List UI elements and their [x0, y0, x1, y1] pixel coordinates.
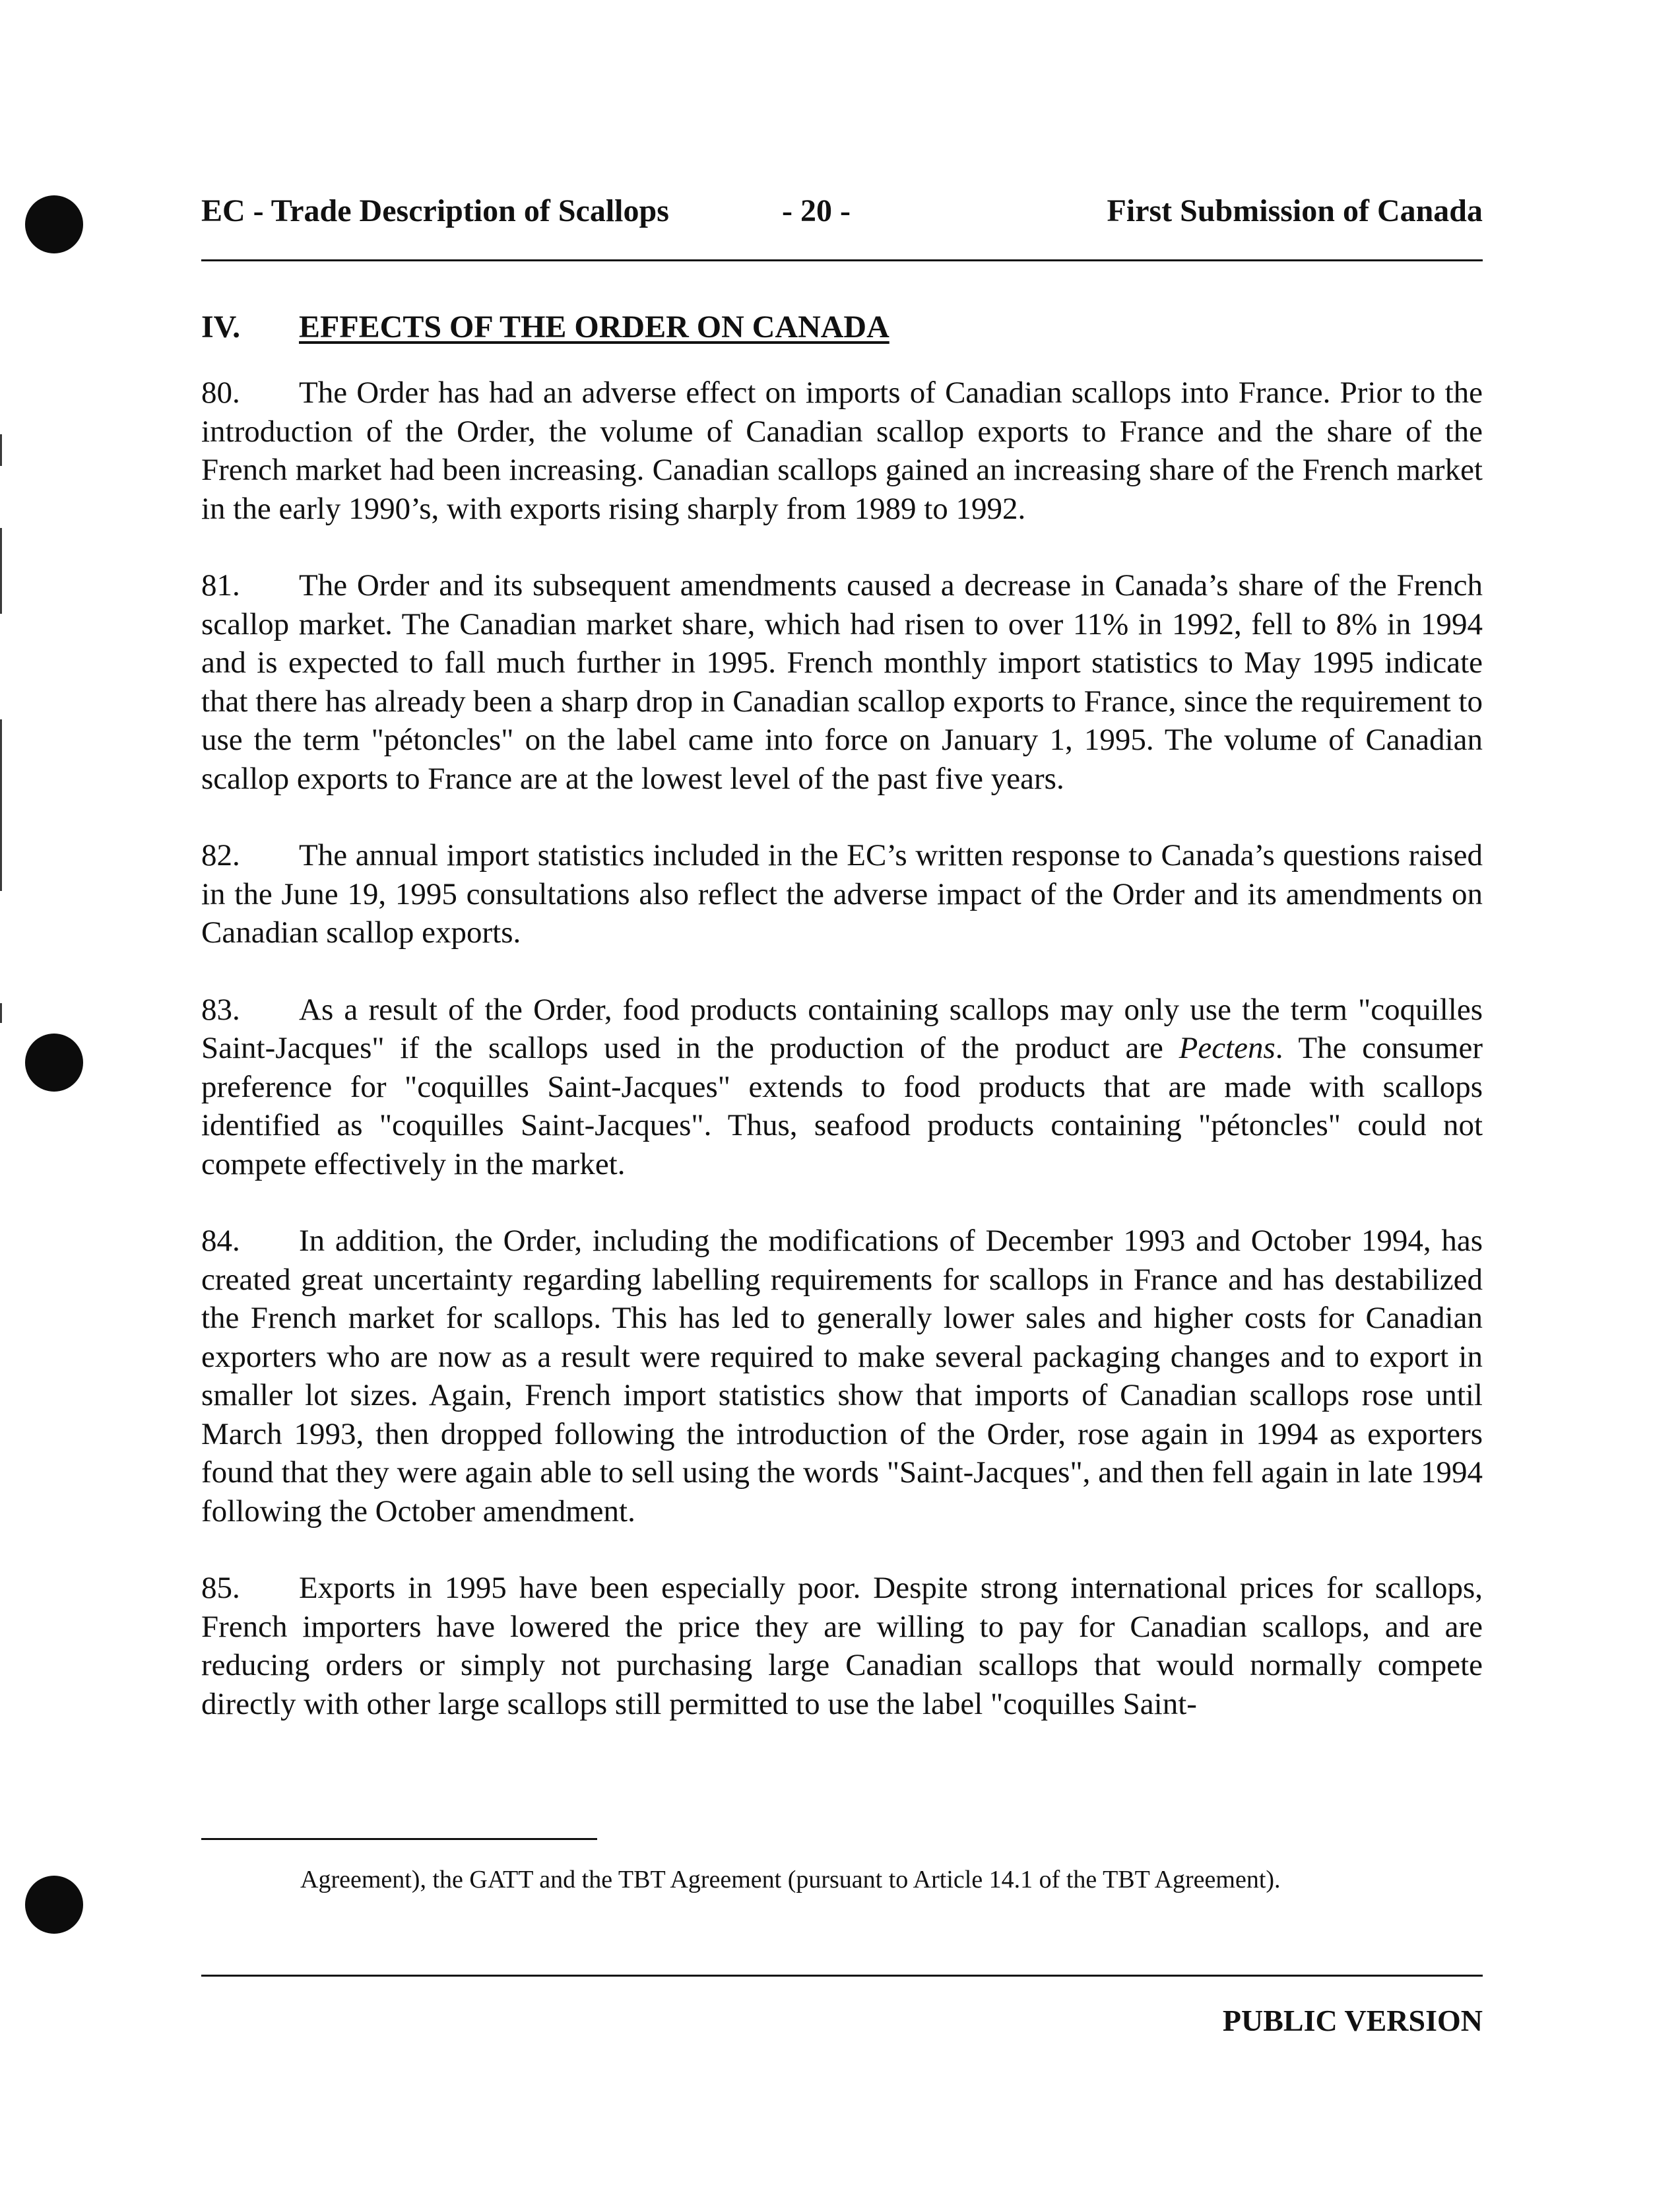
paragraph-number: 84.	[201, 1224, 240, 1258]
footer-version-label: PUBLIC VERSION	[1222, 2004, 1483, 2037]
paragraph-82	[201, 836, 1483, 952]
paragraph-number: 85.	[201, 1571, 240, 1605]
punch-hole-bottom	[25, 1876, 83, 1934]
paragraph-number: 80.	[201, 376, 240, 410]
paragraph-text: Exports in 1995 have been especially poor. Despite strong international prices for scallops, French importers have lowered the price they are willing to pay for Canadian scallops, and are reducing orders or simply not purchasing large Canadian scallops that would normally compete directly with other large scallops still permitted to use the label "coquilles Saint-	[201, 1571, 1483, 1721]
paragraph-83	[201, 991, 1483, 1184]
italic-term: Pectens	[1179, 1031, 1276, 1065]
running-header	[201, 193, 1483, 232]
scan-edge-mark	[0, 1003, 2, 1023]
paragraph-85	[201, 1569, 1483, 1723]
header-page-number: - 20 -	[782, 193, 851, 228]
paragraph-text: The Order and its subsequent amendments caused a decrease in Canada’s share of the French scallop market. The Canadian market share, which had risen to over 11% in 1992, fell to 8% in 1994 and is expected to fall much further in 1995. French monthly import statistics to May 1995 indicate that there has already been a sharp drop in Canadian scallop exports to France, since the requirement to use the term "pétoncles" on the label came into force on January 1, 1995. The volume of Canadian scallop exports to France are at the lowest level of the past five years.	[201, 568, 1483, 796]
paragraph-number: 81.	[201, 568, 240, 603]
paragraph-number: 82.	[201, 838, 240, 872]
punch-hole-middle	[25, 1034, 83, 1092]
paragraph-text: The Order has had an adverse effect on imports of Canadian scallops into France. Prior to the introduction of the Order, the volume of Canadian scallop exports to France and the share of the French market had been increasing. Canadian scallops gained an increasing share of the French market in the early 1990’s, with exports rising sharply from 1989 to 1992.	[201, 376, 1483, 526]
header-document-title: EC - Trade Description of Scallops	[201, 193, 669, 228]
paragraph-81	[201, 566, 1483, 798]
body-text	[201, 374, 1483, 1761]
footnote-text: Agreement), the GATT and the TBT Agreement (pursuant to Article 14.1 of the TBT Agreement).	[300, 1866, 1281, 1893]
footer-rule	[201, 1975, 1483, 1977]
section-heading	[201, 309, 889, 345]
header-submission-label: First Submission of Canada	[1107, 193, 1483, 228]
section-title: EFFECTS OF THE ORDER ON CANADA	[299, 310, 889, 345]
paragraph-text-start: As a result of the Order, food products containing scallops may only use the term "coquilles Saint-Jacques" if the scallops used in the production of the product are	[201, 992, 1483, 1065]
paragraph-text: In addition, the Order, including the modifications of December 1993 and October 1994, has created great uncertainty regarding labelling requirements for scallops in France and has destabilized the French market for scallops. This has led to generally lower sales and higher costs for Canadian exporters who are now as a result were required to make several packaging changes and to export in smaller lot sizes. Again, French import statistics show that imports of Canadian scallops rose until March 1993, then dropped following the introduction of the Order, rose again in 1994 as exporters found that they were again able to sell using the words "Saint-Jacques", and then fell again in late 1994 following the October amendment.	[201, 1224, 1483, 1529]
scan-edge-mark	[0, 528, 2, 614]
scan-edge-mark	[0, 434, 2, 466]
footnote-rule	[201, 1838, 597, 1840]
paragraph-80	[201, 374, 1483, 528]
paragraph-text: The annual import statistics included in the EC’s written response to Canada’s questions raised in the June 19, 1995 consultations also reflect the adverse impact of the Order and its amendments on Canadian scallop exports.	[201, 838, 1483, 950]
punch-hole-top	[25, 195, 83, 253]
paragraph-number: 83.	[201, 992, 240, 1027]
paragraph-text-end: . The consumer preference for "coquilles Saint-Jacques" extends to food products that are made with scallops identified as "coquilles Saint-Jacques". Thus, seafood products containing "pétoncles" could not compete effectively in the market.	[201, 1031, 1483, 1181]
section-number: IV.	[201, 310, 241, 345]
header-rule	[201, 259, 1483, 261]
paragraph-84	[201, 1222, 1483, 1530]
scan-edge-mark	[0, 719, 2, 891]
